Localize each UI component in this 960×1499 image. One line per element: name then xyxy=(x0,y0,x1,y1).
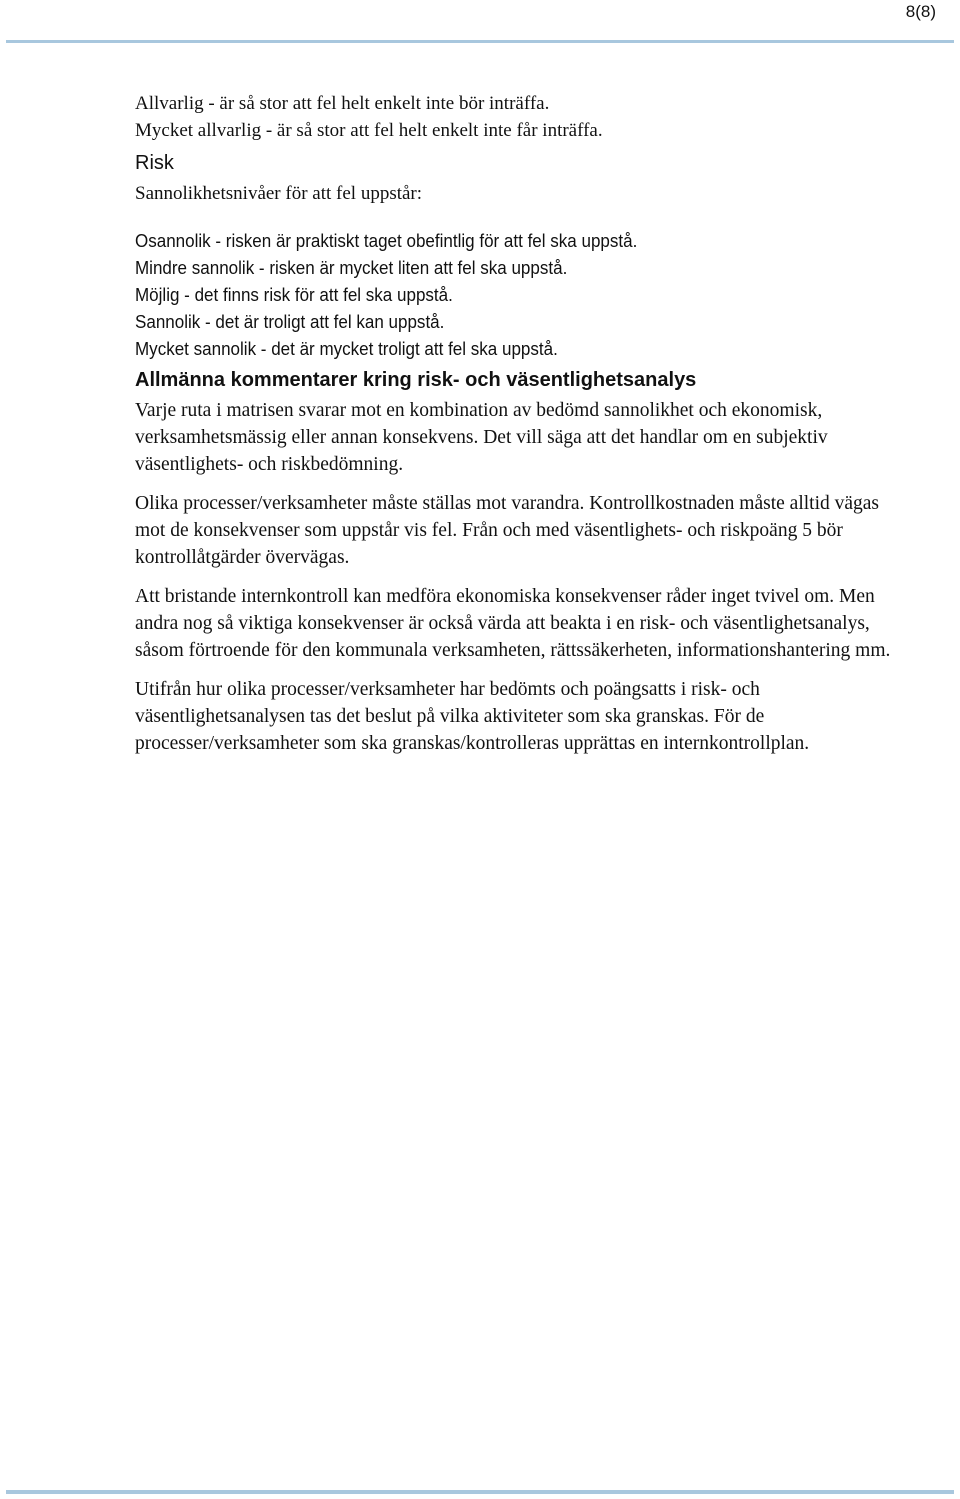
risk-level-less-likely: Mindre sannolik - risken är mycket liten att fel ska uppstå. xyxy=(135,257,568,278)
risk-level-possible: Möjlig - det finns risk för att fel ska uppstå. xyxy=(135,284,453,305)
footer-rule xyxy=(6,1490,954,1494)
consequence-level-very-serious: Mycket allvarlig - är så stor att fel helt enkelt inte får inträffa. xyxy=(135,120,603,141)
consequence-level-serious: Allvarlig - är så stor att fel helt enkelt inte bör inträffa. xyxy=(135,93,550,114)
risk-level-likely: Sannolik - det är troligt att fel kan uppstå. xyxy=(135,311,445,332)
risk-level-very-likely: Mycket sannolik - det är mycket troligt att fel ska uppstå. xyxy=(135,338,558,359)
spacer xyxy=(135,207,895,227)
risk-intro: Sannolikhetsnivåer för att fel uppstår: xyxy=(135,183,423,204)
comments-paragraph-1: Varje ruta i matrisen svarar mot en kombination av bedömd sannolikhet och ekonomisk, verksamhetsmässig eller annan konsekvens. Det vill säga att det handlar om en subjektiv väsentlighets- och riskbedömning. xyxy=(135,400,828,475)
document-body xyxy=(135,90,895,769)
comments-paragraph-4: Utifrån hur olika processer/verksamheter har bedömts och poängsatts i risk- och väsentlighetsanalysen tas det beslut på vilka aktiviteter som ska granskas. För de processer/verksamheter som ska granskas/kontrolleras upprättas en internkontrollplan. xyxy=(135,679,810,754)
comments-paragraph-3: Att bristande internkontroll kan medföra ekonomiska konsekvenser råder inget tvivel om. Men andra nog så viktiga konsekvenser är också värda att beakta i en risk- och väsentlighetsanalys, såsom förtroende för den kommunala verksamheten, rättssäkerheten, informationshantering mm. xyxy=(135,586,891,661)
risk-heading: Risk xyxy=(135,152,174,174)
risk-level-unlikely: Osannolik - risken är praktiskt taget obefintlig för att fel ska uppstå. xyxy=(135,230,638,251)
comments-paragraph-2: Olika processer/verksamheter måste ställas mot varandra. Kontrollkostnaden måste alltid vägas mot de konsekvenser som uppstår vis fel. Från och med väsentlighets- och riskpoäng 5 bör kontrollåtgärder övervägas. xyxy=(135,493,880,568)
comments-heading: Allmänna kommentarer kring risk- och väsentlighetsanalys xyxy=(135,369,697,391)
header-rule xyxy=(6,40,954,43)
page-number: 8(8) xyxy=(905,2,936,21)
